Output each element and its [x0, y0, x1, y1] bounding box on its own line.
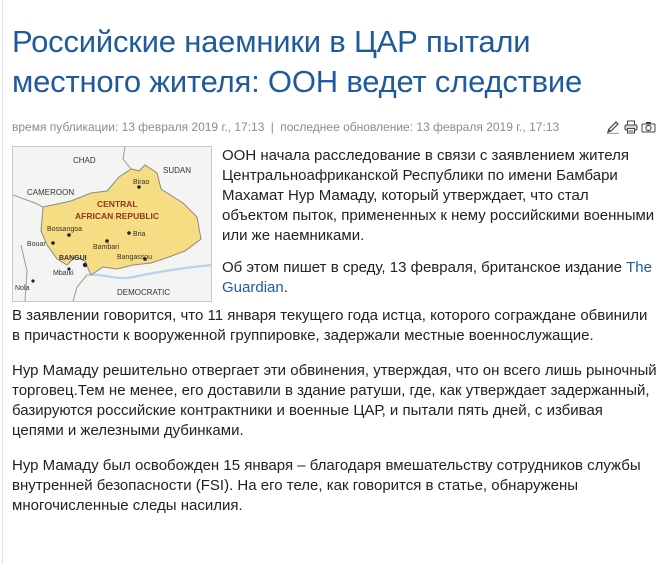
map-town-dot-nola	[31, 279, 34, 282]
article-lead	[222, 146, 658, 310]
map-label-bangassou: Bangassou	[117, 254, 153, 261]
map-label-bambari: Bambari	[93, 244, 120, 251]
map-label-mbaiki: Mbaïki	[53, 270, 74, 277]
guardian-link[interactable]: The Guardian	[222, 259, 652, 296]
updated-date: 13 февраля 2019 г., 17:13	[416, 120, 560, 134]
map-town-dot-bria	[127, 231, 131, 235]
map-town-dot-bouar	[51, 241, 55, 245]
article-meta	[12, 118, 658, 136]
body-paragraph-1: В заявлении говорится, что 11 января текущего года истца, которого сограждане обвинили в причастности к вооруженной группировке, задержали местные военнослужащие.	[12, 307, 648, 344]
updated-label: последнее обновление:	[280, 120, 417, 134]
car-map-svg	[13, 147, 211, 301]
map-label-bossangoa: Bossangoa	[47, 226, 83, 233]
print-icon[interactable]	[623, 119, 638, 134]
map-label-bouar: Bouar	[27, 241, 46, 248]
page-frame-border	[2, 0, 3, 563]
published-date: 13 февраля 2019 г., 17:13	[121, 120, 265, 134]
source-text: Об этом пишет в среду, 13 февраля, британское издание	[222, 259, 627, 276]
map-label-democratic: DEMOCRATIC	[117, 288, 171, 297]
pencil-icon[interactable]	[605, 119, 620, 134]
article-tools	[605, 119, 656, 134]
camera-icon[interactable]	[641, 119, 656, 134]
article	[12, 22, 658, 531]
map-town-dot-bambari	[105, 239, 109, 243]
article-intro	[12, 146, 658, 306]
map-label-bangui: BANGUI	[59, 255, 87, 262]
map-label-cameroon: CAMEROON	[27, 188, 75, 197]
map-label-chad: CHAD	[73, 156, 96, 165]
meta-separator: |	[270, 120, 274, 134]
map-town-dot-bangui	[83, 263, 87, 267]
article-meta-row	[12, 118, 658, 136]
map-label-car-line1: CENTRAL	[97, 199, 138, 209]
map-label-bria: Bria	[133, 231, 146, 238]
published-label: время публикации:	[12, 120, 122, 134]
map-label-birao: Birao	[133, 179, 150, 186]
article-body	[12, 306, 658, 516]
map-label-sudan: SUDAN	[163, 166, 192, 175]
article-title: Российские наемники в ЦАР пытали местного жителя: ООН ведет следствие	[12, 24, 583, 99]
source-end: .	[283, 279, 288, 296]
source-paragraph	[222, 258, 658, 298]
map-town-dot-bossangoa	[67, 233, 71, 237]
map-label-car-line2: AFRICAN REPUBLIC	[75, 211, 160, 221]
map-label-nola: Nola	[15, 285, 30, 292]
car-map-image	[12, 146, 212, 302]
lead-paragraph-1: ООН начала расследование в связи с заявлением жителя Центральноафриканской Республики по имени Бамбари Махамат Нур Мамаду, который утверждает, что стал объектом пыток, примененных к нему российскими военными или же наемниками.	[222, 147, 655, 244]
body-paragraph-3: Нур Мамаду был освобожден 15 января – благодаря вмешательству сотрудников службы внутренней безопасности (FSI). На его теле, как говорится в статье, обнаружены многочисленные следы насилия.	[12, 457, 641, 514]
body-paragraph-2: Нур Мамаду решительно отвергает эти обвинения, утверждая, что он всего лишь рыночный торговец.Тем не менее, его доставили в здание ратуши, где, как утверждает задержанный, базируются российские контрактники и военные ЦАР, и пытали пять дней, с избивая цепями и железными дубинками.	[12, 362, 657, 439]
